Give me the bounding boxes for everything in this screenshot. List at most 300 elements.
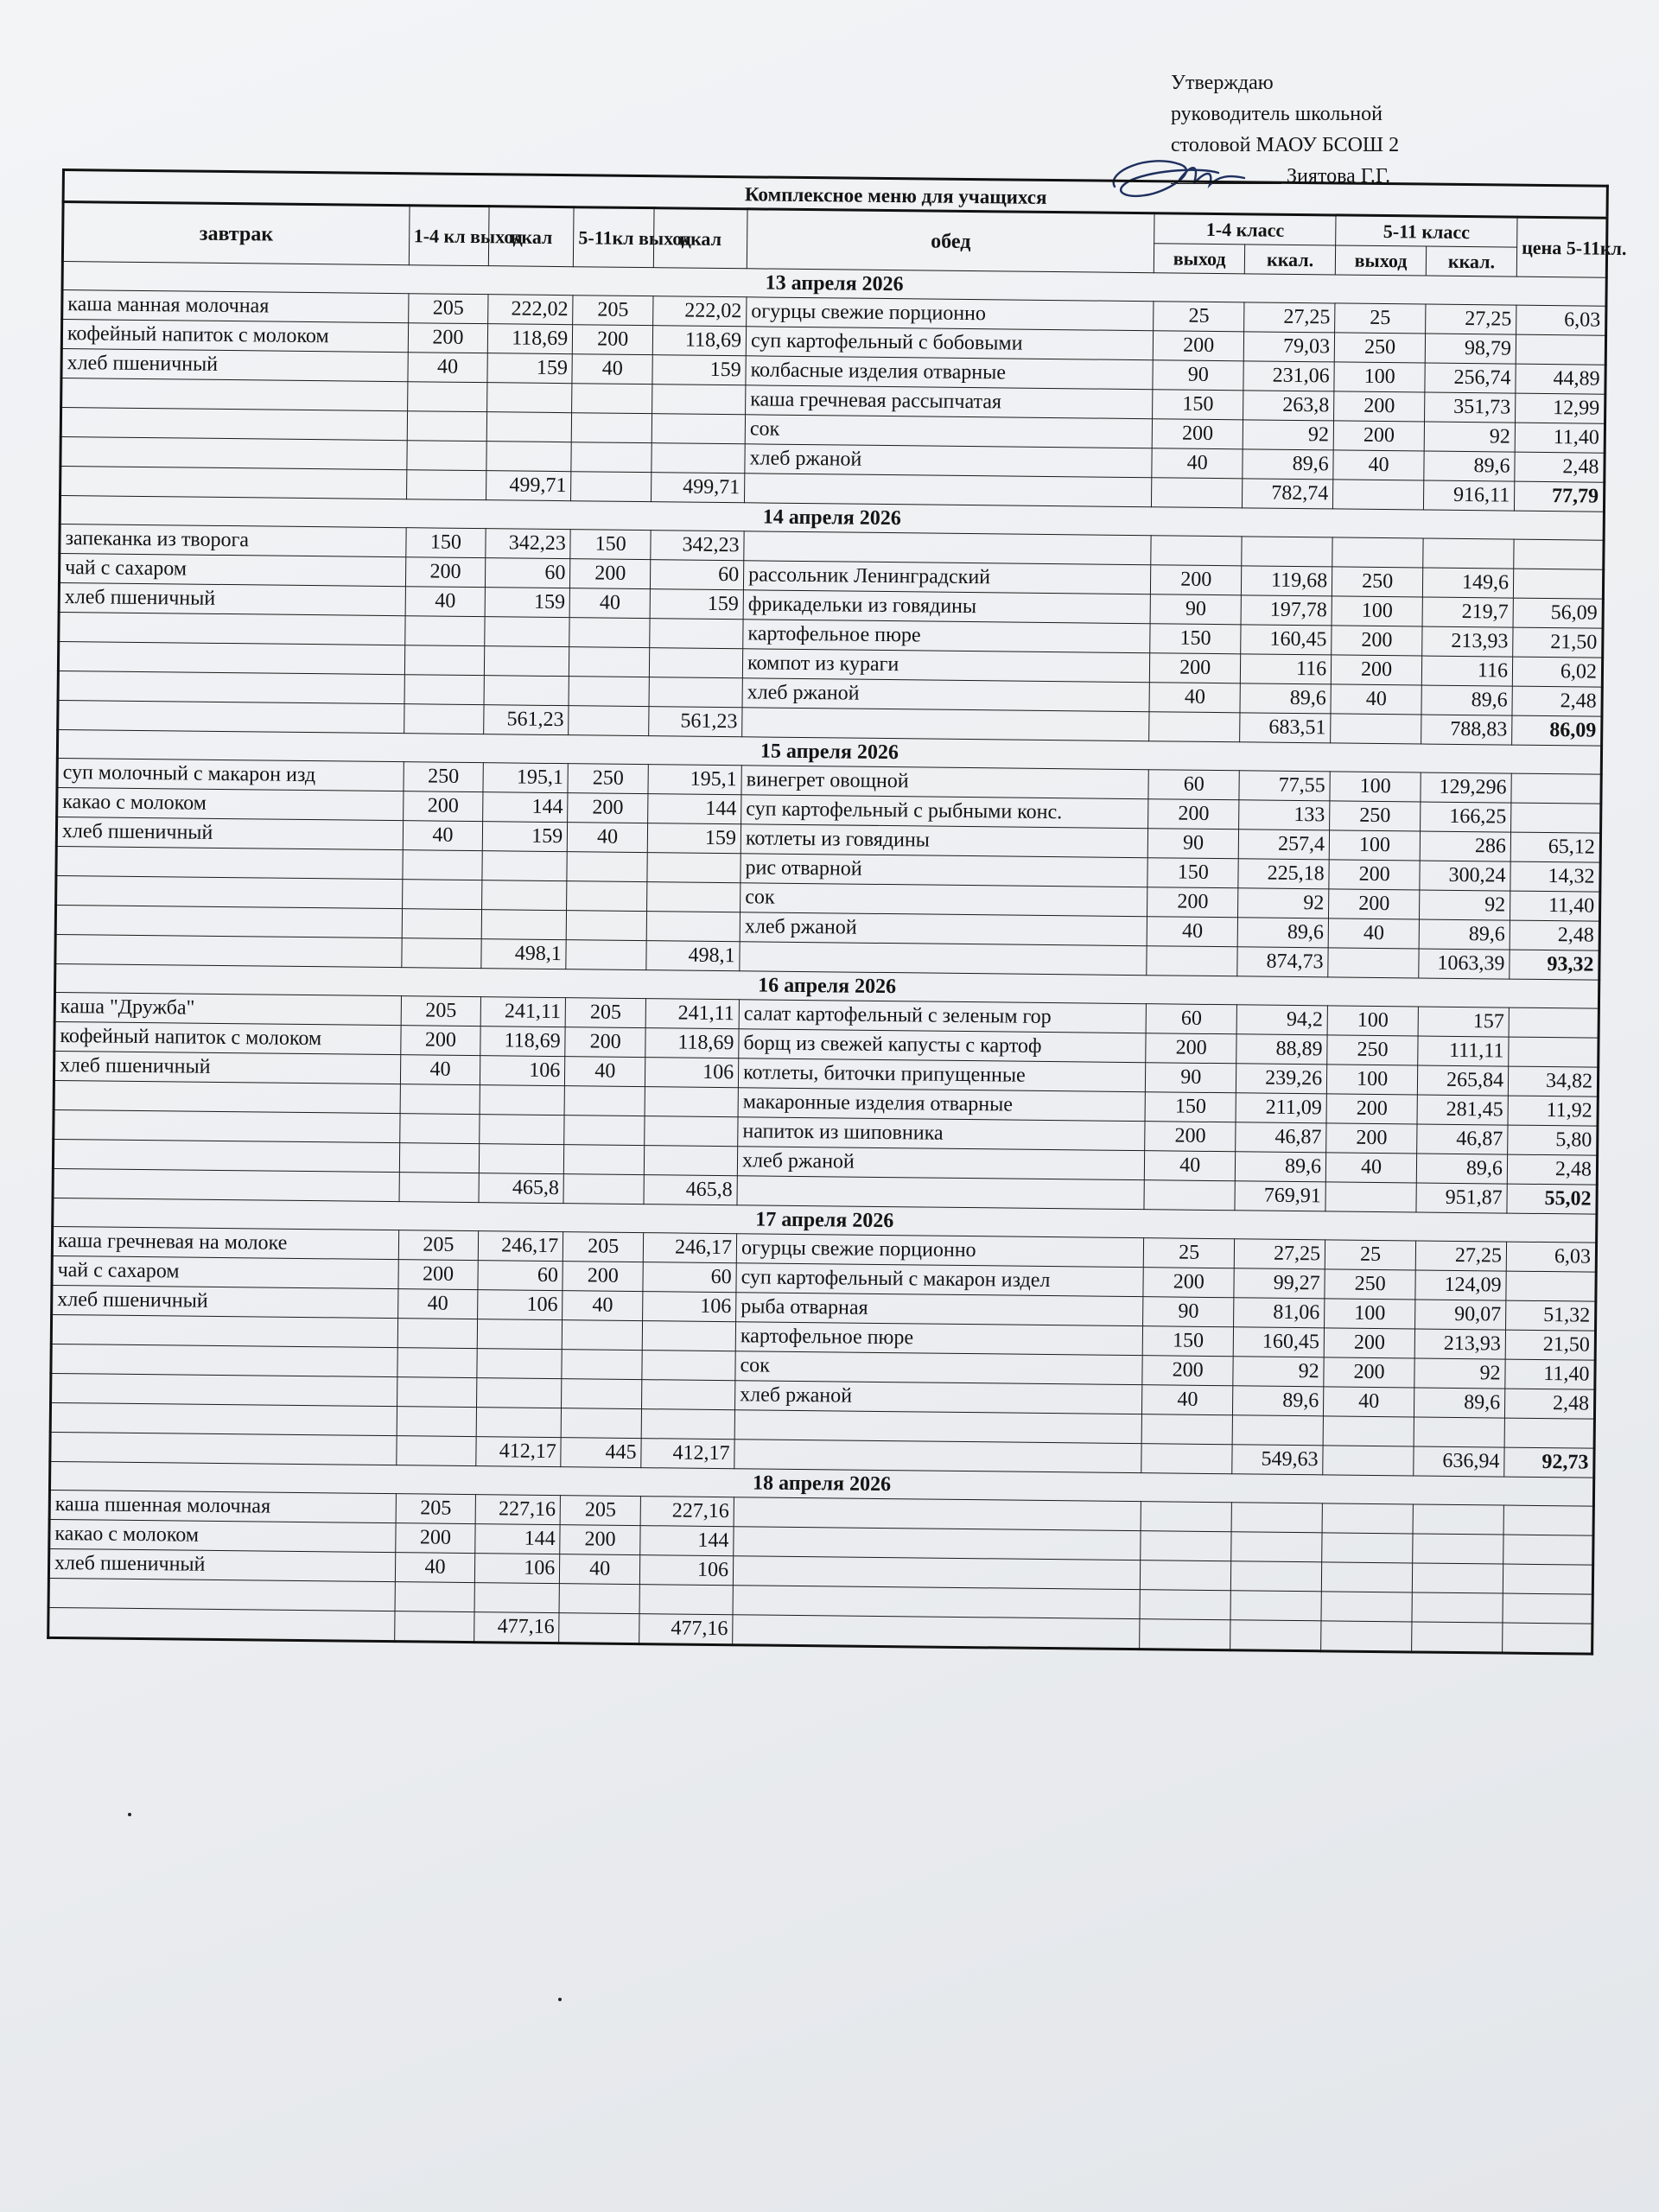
lunch-total-price: 92,73 [1504,1447,1594,1478]
breakfast-kcal-1-4 [486,442,571,472]
breakfast-out-5-11: 250 [568,764,648,794]
lunch-total-price: 77,79 [1514,481,1604,512]
breakfast-dish: хлеб пшеничный [56,817,403,849]
header-kcal: ккал [489,207,575,267]
breakfast-dish: каша пшенная молочная [49,1490,396,1522]
breakfast-kcal-5-11: 118,69 [645,1028,739,1058]
breakfast-kcal-5-11: 159 [647,823,741,854]
lunch-out-5-11: 250 [1330,801,1421,831]
lunch-price-5-11 [1514,539,1604,569]
lunch-price-5-11: 2,48 [1507,1154,1597,1185]
date-heading: 18 апреля 2026 [49,1461,1593,1506]
breakfast-dish [54,1109,400,1142]
lunch-total-1-4: 769,91 [1235,1181,1325,1211]
breakfast-kcal-1-4 [482,880,567,911]
lunch-total-price: 93,32 [1510,950,1599,980]
breakfast-dish [51,1373,397,1406]
lunch-dish: салат картофельный с зеленым гор [739,1000,1147,1033]
breakfast-total-5-11: 477,16 [639,1614,733,1645]
breakfast-out-1-4 [395,1582,475,1612]
lunch-dish [734,1497,1141,1531]
breakfast-out-1-4 [402,909,482,939]
lunch-dish: сок [735,1351,1143,1385]
lunch-kcal-1-4 [1232,1415,1323,1446]
date-heading: 15 апреля 2026 [57,729,1601,774]
lunch-dish: сок [741,883,1148,917]
lunch-kcal-5-11: 89,6 [1419,919,1510,950]
lunch-price-5-11 [1504,1418,1594,1448]
lunch-dish [733,1586,1141,1619]
breakfast-kcal-1-4: 159 [486,588,570,618]
breakfast-kcal-1-4: 106 [478,1290,563,1320]
breakfast-kcal-1-4: 118,69 [488,324,573,354]
header-kcal: ккал [653,208,747,269]
lunch-kcal-5-11: 351,73 [1425,392,1516,423]
breakfast-kcal-1-4 [482,851,567,881]
total-blank [737,1176,1145,1210]
lunch-total-price: 55,02 [1507,1184,1597,1214]
lunch-price-5-11: 21,50 [1505,1330,1595,1360]
breakfast-kcal-1-4 [487,383,572,413]
lunch-out-1-4: 200 [1152,419,1243,449]
lunch-price-5-11: 2,48 [1504,1389,1594,1419]
lunch-price-5-11: 6,03 [1506,1242,1596,1272]
approval-line-2: руководитель школьной [1171,103,1382,125]
header-out-1-4: 1-4 кл выход [409,206,490,266]
lunch-kcal-1-4: 92 [1233,1357,1324,1387]
lunch-out-1-4: 200 [1146,1033,1236,1064]
lunch-dish: суп картофельный с рыбными конс. [741,795,1149,829]
paper-speck [128,1813,131,1816]
lunch-out-5-11: 100 [1330,772,1421,802]
lunch-dish: суп картофельный с бобовыми [746,327,1154,360]
total-blank [1325,1182,1416,1212]
lunch-kcal-5-11: 90,07 [1415,1300,1506,1330]
breakfast-kcal-5-11: 60 [651,560,744,590]
total-blank [745,474,1153,507]
breakfast-out-1-4 [404,616,485,646]
lunch-kcal-1-4: 89,6 [1240,683,1331,714]
total-blank [1328,948,1419,978]
lunch-out-1-4: 60 [1146,1004,1236,1034]
lunch-out-5-11: 200 [1329,889,1420,919]
lunch-dish [744,531,1152,565]
breakfast-out-5-11 [564,1116,645,1146]
breakfast-total-out-5-11 [569,706,649,736]
lunch-kcal-5-11: 92 [1420,890,1510,920]
lunch-kcal-1-4: 88,89 [1236,1034,1327,1065]
header-lunch: обед [747,209,1154,273]
lunch-out-1-4: 200 [1145,1122,1236,1152]
lunch-total-5-11: 951,87 [1416,1183,1507,1213]
lunch-kcal-1-4: 231,06 [1243,361,1334,391]
lunch-kcal-5-11: 129,296 [1421,772,1511,803]
breakfast-out-5-11: 40 [572,354,652,385]
lunch-kcal-5-11 [1414,1417,1504,1447]
header-out: выход [1154,244,1245,274]
menu-table [47,200,1627,1656]
lunch-kcal-5-11: 111,11 [1418,1036,1509,1066]
total-blank [48,1607,395,1641]
lunch-out-1-4: 150 [1147,858,1238,888]
lunch-total-price [1503,1623,1592,1654]
breakfast-kcal-5-11 [639,1585,733,1615]
lunch-kcal-1-4: 263,8 [1243,391,1334,421]
breakfast-dish [61,378,408,411]
breakfast-dish: хлеб пшеничный [54,1051,400,1084]
lunch-out-5-11: 200 [1331,655,1421,685]
breakfast-out-5-11 [567,881,647,912]
breakfast-total-out-5-11 [563,1174,644,1205]
breakfast-kcal-5-11 [645,1087,738,1117]
breakfast-total-out-5-11: 445 [561,1438,641,1468]
lunch-kcal-1-4: 239,26 [1236,1064,1327,1094]
breakfast-out-5-11 [564,1086,645,1116]
breakfast-kcal-1-4: 246,17 [479,1231,563,1262]
lunch-dish: компот из кураги [742,649,1150,683]
lunch-out-1-4: 90 [1143,1297,1234,1327]
breakfast-out-1-4 [402,880,482,910]
lunch-dish: рассольник Ленинградский [743,561,1151,594]
breakfast-out-1-4: 40 [400,1055,480,1085]
lunch-price-5-11: 11,40 [1505,1359,1595,1389]
breakfast-kcal-1-4: 195,1 [483,763,568,793]
approval-line-1: Утверждаю [1171,72,1274,94]
total-blank [394,1611,474,1643]
breakfast-kcal-1-4 [485,617,569,647]
lunch-out-1-4 [1141,1414,1232,1445]
breakfast-dish: каша гречневая на молоке [52,1226,398,1259]
lunch-kcal-5-11: 157 [1418,1007,1509,1037]
breakfast-kcal-1-4 [485,646,569,677]
lunch-dish: хлеб ржаной [740,912,1147,946]
lunch-out-5-11: 200 [1326,1123,1417,1154]
breakfast-total-1-4: 499,71 [486,471,571,501]
breakfast-out-1-4 [407,382,487,412]
lunch-out-1-4 [1141,1531,1231,1561]
lunch-out-5-11: 200 [1326,1094,1417,1124]
lunch-total-5-11: 636,94 [1414,1446,1504,1477]
lunch-out-5-11: 200 [1334,391,1425,422]
lunch-out-1-4: 200 [1154,331,1244,361]
date-heading: 17 апреля 2026 [53,1198,1597,1243]
lunch-kcal-1-4: 89,6 [1233,1386,1324,1416]
breakfast-out-1-4 [397,1407,477,1437]
lunch-price-5-11 [1513,569,1603,599]
breakfast-kcal-1-4: 159 [487,353,572,384]
breakfast-kcal-5-11: 144 [640,1526,734,1556]
date-heading: 13 апреля 2026 [62,262,1606,307]
breakfast-total-5-11: 561,23 [649,707,742,737]
breakfast-out-1-4: 205 [398,1230,479,1261]
breakfast-out-5-11: 200 [570,559,651,589]
breakfast-out-1-4: 40 [395,1553,475,1583]
lunch-kcal-5-11: 281,45 [1417,1095,1508,1125]
breakfast-out-1-4: 205 [401,996,481,1027]
lunch-out-5-11: 40 [1324,1387,1414,1417]
breakfast-out-1-4: 200 [405,557,486,588]
breakfast-out-1-4 [406,441,486,471]
breakfast-out-1-4: 150 [405,528,486,558]
lunch-dish: котлеты, биточки припущенные [738,1058,1146,1092]
lunch-kcal-5-11: 124,09 [1415,1270,1506,1300]
lunch-kcal-1-4: 81,06 [1234,1298,1325,1328]
breakfast-dish: каша манная молочная [62,290,409,323]
lunch-out-5-11 [1321,1562,1412,1592]
lunch-out-1-4: 90 [1153,360,1243,391]
breakfast-dish: хлеб пшеничный [61,349,408,382]
breakfast-total-1-4: 465,8 [479,1173,563,1204]
lunch-kcal-5-11: 219,7 [1422,597,1513,627]
lunch-out-1-4 [1140,1590,1230,1620]
lunch-out-5-11: 250 [1327,1035,1418,1065]
breakfast-kcal-1-4 [480,1085,564,1116]
breakfast-out-1-4 [399,1114,480,1144]
total-blank [742,708,1150,741]
breakfast-kcal-5-11: 106 [643,1292,736,1322]
lunch-kcal-5-11 [1413,1534,1503,1564]
breakfast-out-5-11 [567,852,647,882]
breakfast-kcal-5-11 [652,443,745,474]
breakfast-out-5-11 [561,1408,641,1439]
lunch-kcal-5-11 [1412,1592,1503,1623]
lunch-out-1-4: 150 [1142,1326,1233,1357]
lunch-dish: напиток из шиповника [738,1117,1146,1151]
breakfast-kcal-5-11: 227,16 [640,1497,734,1527]
lunch-price-5-11 [1509,1007,1599,1038]
breakfast-dish: кофейный напиток с молоком [54,1021,401,1054]
breakfast-total-5-11: 465,8 [644,1175,737,1205]
breakfast-kcal-5-11 [652,414,745,444]
breakfast-out-5-11: 205 [565,998,645,1028]
lunch-price-5-11 [1509,1037,1599,1067]
breakfast-kcal-1-4 [478,1319,563,1350]
lunch-kcal-1-4 [1231,1561,1322,1592]
breakfast-kcal-1-4: 106 [475,1554,560,1584]
breakfast-kcal-5-11 [642,1321,735,1351]
lunch-price-5-11: 21,50 [1513,627,1603,658]
breakfast-kcal-5-11 [646,912,740,942]
breakfast-kcal-5-11 [644,1146,737,1176]
lunch-dish: огурцы свежие порционно [747,297,1154,331]
breakfast-kcal-5-11 [647,853,741,883]
lunch-total-price: 86,09 [1512,715,1602,746]
lunch-price-5-11: 2,48 [1515,452,1605,482]
header-breakfast: завтрак [62,202,409,265]
breakfast-dish [54,1080,400,1113]
breakfast-dish [51,1344,397,1376]
breakfast-kcal-1-4: 159 [483,822,568,852]
lunch-price-5-11: 56,09 [1513,598,1603,628]
lunch-kcal-1-4: 94,2 [1236,1005,1327,1035]
lunch-out-5-11: 40 [1325,1153,1416,1183]
breakfast-out-5-11: 150 [570,530,651,560]
breakfast-out-5-11: 200 [560,1525,640,1555]
breakfast-out-5-11: 200 [565,1027,645,1058]
breakfast-kcal-5-11: 222,02 [653,296,747,327]
breakfast-dish [48,1578,395,1611]
breakfast-dish [56,846,403,879]
breakfast-kcal-5-11: 144 [648,794,741,824]
header-class-1-4: 1-4 класс [1154,213,1336,245]
lunch-out-5-11: 100 [1327,1065,1418,1095]
lunch-kcal-1-4: 92 [1238,888,1329,918]
lunch-out-1-4: 200 [1142,1356,1233,1386]
breakfast-out-1-4: 250 [404,762,484,792]
breakfast-dish: хлеб пшеничный [59,582,405,615]
breakfast-kcal-5-11 [642,1380,735,1410]
lunch-out-1-4: 200 [1148,799,1239,830]
lunch-price-5-11: 6,03 [1516,305,1606,335]
lunch-total-1-4: 782,74 [1243,479,1333,509]
breakfast-out-1-4: 200 [398,1260,479,1290]
lunch-total-5-11: 788,83 [1421,715,1512,745]
lunch-kcal-5-11: 92 [1414,1358,1505,1389]
breakfast-kcal-1-4: 60 [486,558,570,588]
breakfast-out-5-11: 200 [568,793,648,823]
lunch-dish: каша гречневая рассыпчатая [746,385,1154,419]
lunch-price-5-11: 11,92 [1508,1096,1598,1126]
lunch-kcal-5-11: 265,84 [1417,1065,1508,1096]
lunch-out-1-4 [1141,1560,1231,1591]
breakfast-dish [51,1314,397,1347]
lunch-price-5-11 [1511,803,1601,833]
lunch-out-1-4: 200 [1151,565,1242,595]
lunch-kcal-1-4: 211,09 [1236,1093,1326,1123]
breakfast-out-1-4: 200 [403,791,483,822]
lunch-total-1-4: 874,73 [1237,947,1328,977]
lunch-dish [734,1527,1141,1560]
lunch-price-5-11 [1503,1593,1592,1624]
lunch-out-1-4: 200 [1150,653,1241,683]
lunch-out-5-11 [1321,1592,1412,1622]
lunch-total-1-4: 683,51 [1240,713,1331,743]
breakfast-dish: суп молочный с макарон изд [57,758,404,791]
lunch-out-1-4: 90 [1150,594,1241,625]
breakfast-total-1-4: 477,16 [474,1612,559,1643]
lunch-out-1-4: 90 [1147,829,1238,859]
breakfast-kcal-5-11 [641,1409,734,1440]
breakfast-kcal-5-11: 60 [643,1262,736,1293]
lunch-kcal-5-11: 256,74 [1425,363,1516,393]
breakfast-kcal-5-11: 159 [650,589,743,620]
lunch-total-5-11: 1063,39 [1419,949,1510,979]
breakfast-kcal-5-11: 241,11 [645,999,739,1029]
breakfast-kcal-1-4 [477,1408,562,1438]
breakfast-total-out-5-11 [559,1613,639,1644]
lunch-price-5-11: 51,32 [1506,1300,1596,1331]
breakfast-kcal-5-11: 118,69 [652,326,746,356]
lunch-out-1-4: 25 [1144,1238,1235,1268]
lunch-out-1-4: 200 [1143,1268,1234,1298]
breakfast-kcal-1-4: 144 [475,1524,560,1554]
lunch-kcal-1-4 [1231,1503,1322,1533]
breakfast-dish: каша "Дружба" [54,992,401,1025]
lunch-kcal-1-4: 27,25 [1234,1239,1325,1269]
breakfast-kcal-5-11 [652,385,746,415]
breakfast-out-5-11: 205 [563,1232,644,1262]
lunch-out-5-11 [1322,1503,1413,1534]
breakfast-out-5-11 [569,618,650,648]
total-blank [740,942,1147,976]
breakfast-kcal-1-4 [480,1144,564,1174]
breakfast-kcal-1-4: 144 [483,792,568,823]
breakfast-out-1-4 [402,850,482,880]
header-class-5-11: 5-11 класс [1336,215,1517,247]
lunch-price-5-11: 12,99 [1516,393,1605,423]
lunch-kcal-5-11: 89,6 [1416,1154,1507,1184]
lunch-kcal-5-11: 98,79 [1425,334,1516,364]
lunch-out-5-11: 40 [1328,918,1419,949]
lunch-kcal-1-4: 160,45 [1233,1327,1324,1357]
menu-table-body [48,202,1627,1655]
lunch-kcal-1-4: 116 [1241,654,1332,684]
lunch-out-5-11: 250 [1332,567,1423,597]
lunch-out-1-4: 90 [1146,1063,1236,1093]
lunch-kcal-5-11 [1412,1563,1503,1593]
lunch-kcal-1-4: 119,68 [1242,566,1332,596]
total-blank [734,1440,1142,1473]
approval-line-3: столовой МАОУ БСОШ 2 [1171,134,1400,156]
lunch-kcal-1-4: 133 [1239,800,1330,830]
lunch-out-5-11 [1323,1416,1414,1446]
lunch-kcal-5-11: 166,25 [1421,802,1511,832]
lunch-price-5-11 [1503,1535,1593,1565]
lunch-out-5-11: 200 [1324,1357,1414,1388]
breakfast-out-1-4: 200 [408,323,488,353]
total-blank [1152,478,1243,508]
breakfast-kcal-5-11 [645,1116,738,1147]
lunch-out-5-11: 250 [1325,1269,1415,1300]
breakfast-total-1-4: 498,1 [481,939,566,969]
lunch-out-5-11: 40 [1331,684,1421,715]
breakfast-dish: чай с сахаром [59,553,405,586]
breakfast-kcal-1-4 [480,1115,564,1145]
lunch-out-5-11 [1332,537,1423,568]
lunch-dish: сок [745,415,1153,448]
breakfast-out-1-4 [399,1143,480,1173]
lunch-price-5-11: 6,02 [1512,657,1602,687]
lunch-out-5-11: 200 [1329,860,1420,890]
lunch-price-5-11: 11,40 [1515,423,1605,453]
lunch-total-5-11: 916,11 [1424,480,1515,511]
lunch-dish: суп картофельный с макарон издел [736,1263,1144,1297]
lunch-dish: рыба отварная [736,1293,1144,1326]
lunch-kcal-1-4 [1242,537,1332,567]
breakfast-out-5-11: 40 [563,1291,643,1321]
breakfast-out-5-11 [566,911,646,941]
breakfast-out-5-11 [569,647,650,677]
breakfast-out-1-4: 205 [396,1494,476,1524]
lunch-kcal-1-4: 225,18 [1238,859,1329,889]
lunch-kcal-5-11: 116 [1421,656,1512,686]
breakfast-out-1-4: 200 [400,1026,480,1056]
lunch-kcal-1-4: 89,6 [1237,918,1328,948]
total-blank [401,938,481,969]
breakfast-kcal-5-11 [650,619,743,649]
lunch-kcal-5-11: 46,87 [1417,1124,1508,1154]
breakfast-out-1-4: 40 [408,353,488,383]
lunch-price-5-11: 2,48 [1510,920,1599,950]
lunch-price-5-11: 44,89 [1516,364,1605,394]
breakfast-total-out-5-11 [571,472,652,502]
lunch-out-1-4: 25 [1154,302,1244,332]
total-blank [406,470,486,500]
breakfast-out-1-4 [397,1348,477,1378]
lunch-kcal-5-11 [1413,1504,1503,1535]
lunch-out-5-11: 25 [1325,1240,1415,1270]
breakfast-out-5-11 [572,384,652,414]
